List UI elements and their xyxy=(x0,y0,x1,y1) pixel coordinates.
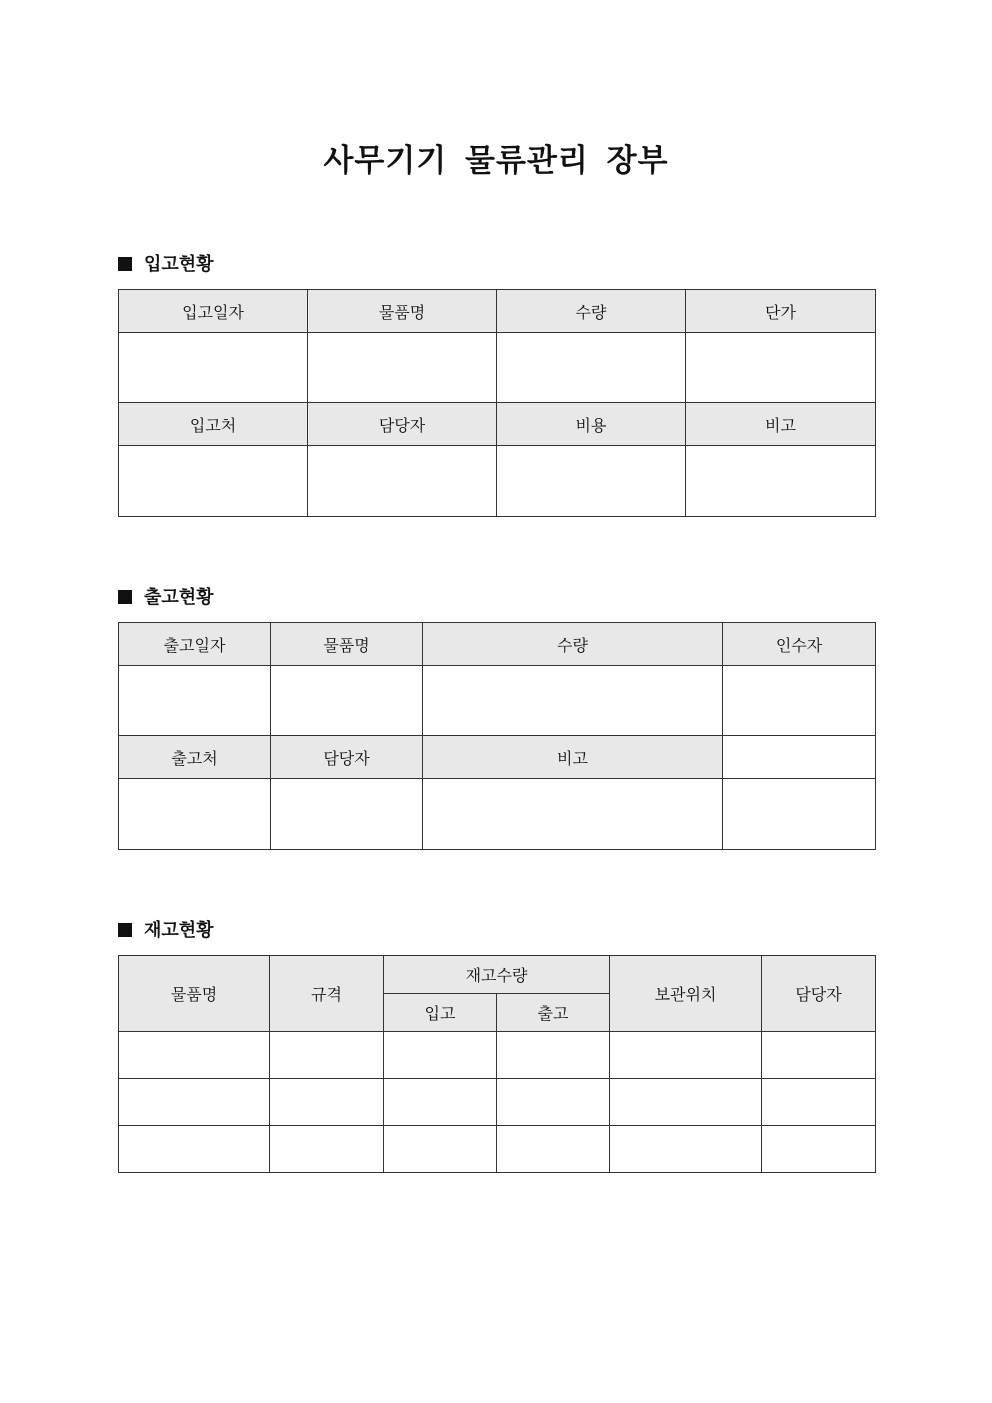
header-quantity: 수량 xyxy=(423,623,723,666)
input-cell[interactable] xyxy=(384,1032,497,1079)
input-cell[interactable] xyxy=(497,1032,610,1079)
input-cell[interactable] xyxy=(384,1126,497,1173)
input-cell[interactable] xyxy=(270,1032,384,1079)
input-cell-cost[interactable] xyxy=(497,446,686,517)
input-cell-remarks[interactable] xyxy=(686,446,876,517)
section-heading-label: 입고현황 xyxy=(144,254,214,275)
header-qty-in: 입고 xyxy=(384,994,497,1032)
outbound-table xyxy=(118,622,876,850)
input-cell[interactable] xyxy=(762,1032,876,1079)
section-heading-label: 출고현황 xyxy=(144,587,214,608)
section-heading-inbound xyxy=(118,253,214,277)
section-heading-label: 재고현황 xyxy=(144,920,214,941)
input-cell-receiver[interactable] xyxy=(723,666,876,736)
header-manager: 담당자 xyxy=(762,956,876,1032)
input-cell-inbound-date[interactable] xyxy=(119,333,308,403)
header-remarks: 비고 xyxy=(423,736,723,779)
square-bullet-icon xyxy=(118,257,132,271)
input-cell[interactable] xyxy=(762,1079,876,1126)
header-remarks: 비고 xyxy=(686,403,876,446)
input-cell[interactable] xyxy=(384,1079,497,1126)
input-cell-item-name[interactable] xyxy=(308,333,497,403)
header-quantity: 수량 xyxy=(497,290,686,333)
input-cell-manager[interactable] xyxy=(308,446,497,517)
blank-header-cell xyxy=(723,736,876,779)
header-item-name: 물품명 xyxy=(308,290,497,333)
input-cell-outbound-date[interactable] xyxy=(119,666,271,736)
header-storage-location: 보관위치 xyxy=(610,956,762,1032)
section-heading-outbound xyxy=(118,586,214,610)
input-cell[interactable] xyxy=(119,1032,270,1079)
input-cell[interactable] xyxy=(119,1126,270,1173)
header-manager: 담당자 xyxy=(271,736,423,779)
table-row xyxy=(119,1079,876,1126)
header-unit-price: 단가 xyxy=(686,290,876,333)
input-cell[interactable] xyxy=(497,1079,610,1126)
input-cell-unit-price[interactable] xyxy=(686,333,876,403)
input-cell-supplier[interactable] xyxy=(119,446,308,517)
input-cell[interactable] xyxy=(497,1126,610,1173)
section-heading-stock xyxy=(118,919,214,943)
page-title: 사무기기 물류관리 장부 xyxy=(323,143,669,179)
stock-table xyxy=(118,955,876,1173)
header-cost: 비용 xyxy=(497,403,686,446)
input-cell-quantity[interactable] xyxy=(497,333,686,403)
input-cell-remarks[interactable] xyxy=(423,779,723,850)
square-bullet-icon xyxy=(118,923,132,937)
header-item-name: 물품명 xyxy=(119,956,270,1032)
header-manager: 담당자 xyxy=(308,403,497,446)
input-cell-extra[interactable] xyxy=(723,779,876,850)
input-cell[interactable] xyxy=(610,1126,762,1173)
square-bullet-icon xyxy=(118,590,132,604)
input-cell[interactable] xyxy=(270,1079,384,1126)
header-stock-quantity: 재고수량 xyxy=(384,956,610,994)
input-cell-quantity[interactable] xyxy=(423,666,723,736)
input-cell[interactable] xyxy=(762,1126,876,1173)
input-cell-item-name[interactable] xyxy=(271,666,423,736)
header-destination: 출고처 xyxy=(119,736,271,779)
header-inbound-date: 입고일자 xyxy=(119,290,308,333)
input-cell-manager[interactable] xyxy=(271,779,423,850)
input-cell[interactable] xyxy=(610,1032,762,1079)
header-item-name: 물품명 xyxy=(271,623,423,666)
header-supplier: 입고처 xyxy=(119,403,308,446)
inbound-table xyxy=(118,289,876,517)
header-outbound-date: 출고일자 xyxy=(119,623,271,666)
input-cell[interactable] xyxy=(270,1126,384,1173)
header-receiver: 인수자 xyxy=(723,623,876,666)
input-cell[interactable] xyxy=(610,1079,762,1126)
table-row xyxy=(119,1032,876,1079)
header-qty-out: 출고 xyxy=(497,994,610,1032)
table-row xyxy=(119,1126,876,1173)
header-spec: 규격 xyxy=(270,956,384,1032)
input-cell[interactable] xyxy=(119,1079,270,1126)
input-cell-destination[interactable] xyxy=(119,779,271,850)
